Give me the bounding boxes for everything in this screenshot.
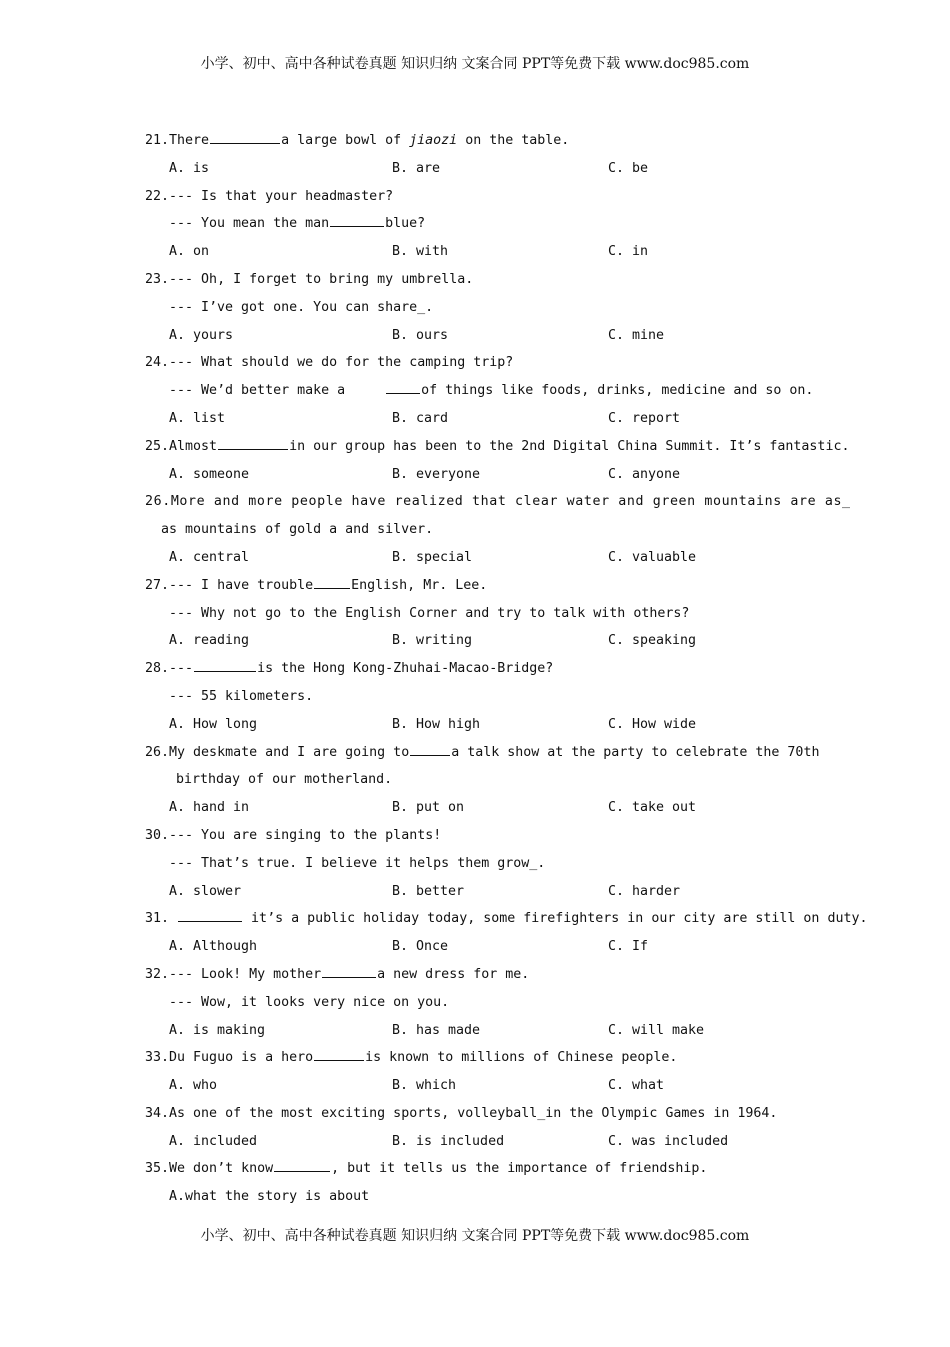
question-26: 26.More and more people have realized that clear water and green mountains are as_ (145, 494, 851, 510)
question-30-line2: --- That’s true. I believe it helps them grow_. (169, 855, 546, 871)
options-34: A. included B. is included C. was included (169, 1133, 729, 1149)
options-24: A. list B. card C. report (169, 410, 681, 426)
question-22: 22.--- Is that your headmaster? (145, 188, 394, 204)
question-28: 28.--- is the Hong Kong-Zhuhai-Macao-Bridge? (145, 655, 850, 683)
answer-blank (322, 963, 376, 978)
answer-blank (178, 907, 242, 922)
answer-blank (210, 129, 280, 144)
question-26-line2: as mountains of gold a and silver. (161, 522, 434, 538)
options-21: A. is B. are C. be (169, 160, 649, 176)
question-27-line2: --- Why not go to the English Corner and try to talk with others? (169, 605, 690, 621)
question-29: 26.My deskmate and I are going to a talk show at the party to celebrate the 70th (145, 739, 850, 767)
answer-blank (314, 574, 350, 589)
options-27: A. reading B. writing C. speaking (169, 633, 697, 649)
answer-blank (314, 1046, 364, 1061)
question-33: 33.Du Fuguo is a hero is known to millions of Chinese people. (145, 1044, 850, 1072)
options-35: A.what the story is about (169, 1189, 370, 1205)
question-24-line2: --- We’d better make a of things like foods, drinks, medicine and so on. (145, 377, 850, 405)
footer-banner: 小学、初中、高中各种试卷真题 知识归纳 文案合同 PPT等免费下载 www.doc985.com (200, 1228, 750, 1244)
options-28: A. How long B. How high C. How wide (169, 716, 697, 732)
options-32: A. is making B. has made C. will make (169, 1022, 705, 1038)
options-23: A. yours B. ours C. mine (169, 327, 665, 343)
options-25: A. someone B. everyone C. anyone (169, 466, 681, 482)
options-22: A. on B. with C. in (169, 244, 649, 260)
question-23-line2: --- I’ve got one. You can share_. (169, 299, 434, 315)
header-banner: 小学、初中、高中各种试卷真题 知识归纳 文案合同 PPT等免费下载 www.doc985.com (200, 56, 750, 72)
question-28-line2: --- 55 kilometers. (169, 688, 314, 704)
question-list (145, 127, 868, 1211)
options-26: A. central B. special C. valuable (169, 549, 697, 565)
question-27: 27.--- I have trouble English, Mr. Lee. (145, 572, 850, 600)
options-31: A. Although B. Once C. If (169, 939, 649, 955)
question-34: 34.As one of the most exciting sports, volleyball_in the Olympic Games in 1964. (145, 1105, 778, 1121)
answer-blank (274, 1157, 330, 1172)
options-30: A. slower B. better C. harder (169, 883, 681, 899)
question-32: 32.--- Look! My mother a new dress for me. (145, 961, 850, 989)
question-22-line2: --- You mean the man blue? (145, 210, 850, 238)
question-24: 24.--- What should we do for the camping trip? (145, 355, 514, 371)
question-30: 30.--- You are singing to the plants! (145, 827, 442, 843)
answer-blank (410, 741, 450, 756)
answer-blank (330, 212, 384, 227)
question-21: 21.There a large bowl of jiaozi on the table. (145, 127, 850, 155)
answer-blank (194, 657, 256, 672)
answer-blank (218, 435, 288, 450)
question-35: 35.We don’t know , but it tells us the importance of friendship. (145, 1155, 850, 1183)
question-23: 23.--- Oh, I forget to bring my umbrella. (145, 271, 474, 287)
answer-blank (386, 379, 420, 394)
options-33: A. who B. which C. what (169, 1078, 665, 1094)
question-29-line2: birthday of our motherland. (176, 772, 393, 788)
question-32-line2: --- Wow, it looks very nice on you. (169, 994, 450, 1010)
question-25: 25.Almost in our group has been to the 2nd Digital China Summit. It’s fantastic. (145, 433, 850, 461)
options-29: A. hand in B. put on C. take out (169, 800, 697, 816)
question-31: 31. it’s a public holiday today, some firefighters in our city are still on duty. (145, 905, 850, 933)
